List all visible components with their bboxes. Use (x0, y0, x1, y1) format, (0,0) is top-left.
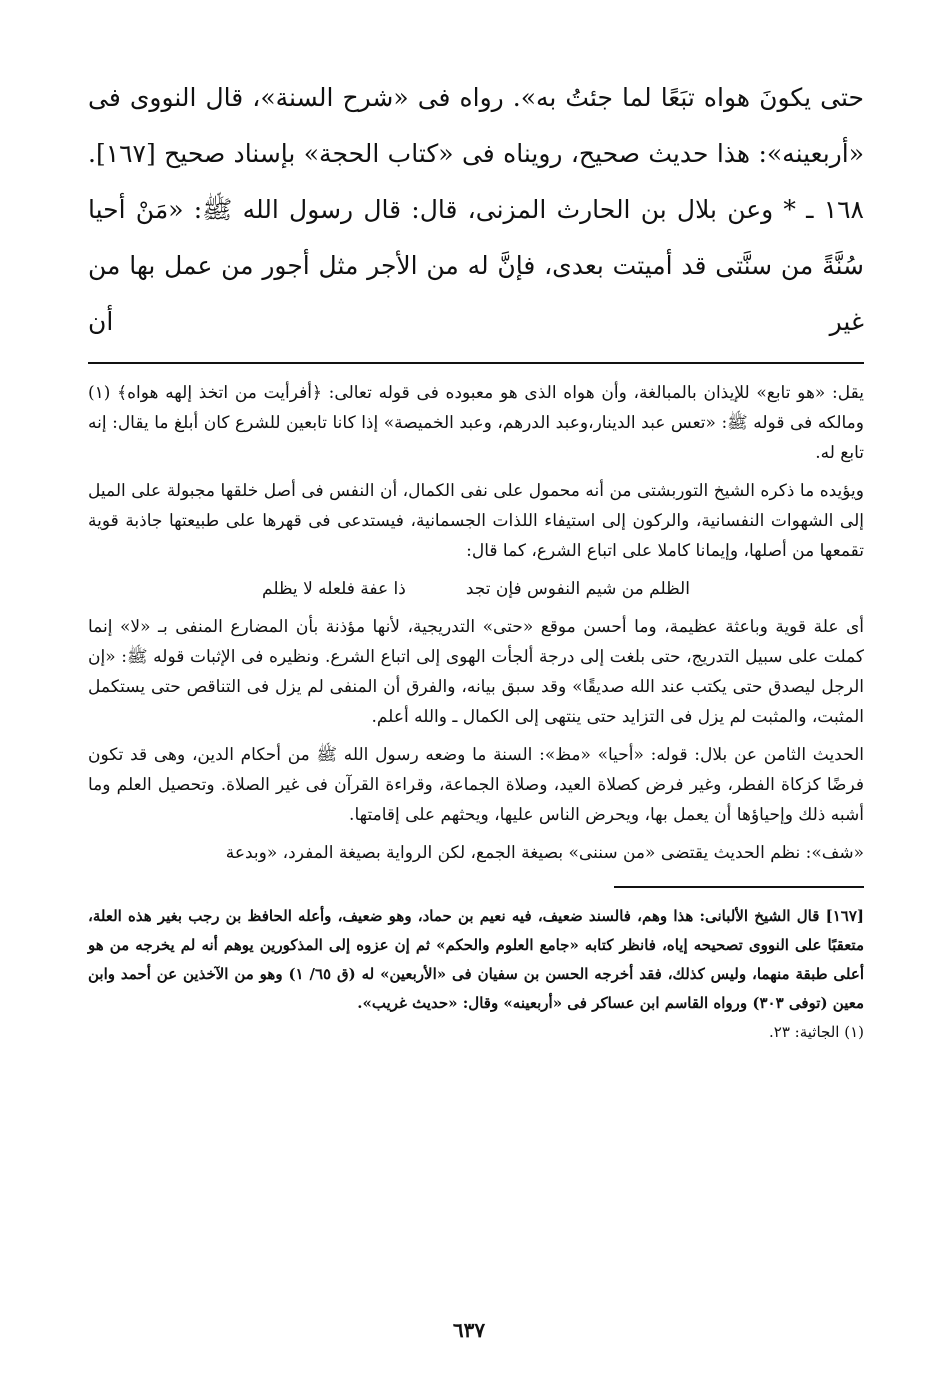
hadith-paragraph-2: ١٦٨ ـ * وعن بلال بن الحارث المزنى، قال: قال رسول الله ﷺ: «مَنْ أحيا سُنَّةً من سنَّتى قد أميتت بعدى، فإنَّ له من الأجر مثل أجور من عمل بها من غير أن (88, 195, 864, 336)
hadith-paragraph-1: حتى يكونَ هواه تبَعًا لما جئتُ به». رواه فى «شرح السنة»، قال النووى فى «أربعينه»: هذا حديث صحيح، رويناه فى «كتاب الحجة» بإسناد صحيح [١٦٧]. (88, 83, 864, 168)
footnote-1: (١) الجاثية: ٢٣. (768, 1023, 864, 1041)
verse-second-hemistich: ذا عفة فلعله لا يظلم (262, 579, 406, 599)
commentary-paragraph-4: الحديث الثامن عن بلال: قوله: «أحيا» «مظ»: السنة ما وضعه رسول الله ﷺ من أحكام الدين، وهى قد تكون فرضًا كزكاة الفطر، وغير فرض كصلاة العيد، وصلاة الجماعة، وقراءة القرآن فى غير الصلاة. وتحصيل العلم وما أشبه ذلك وإحياؤها أن يعمل بها، ويحرض الناس عليها، ويحثهم على إقامتها. (88, 745, 864, 825)
commentary-block (88, 378, 864, 868)
footnotes-block (88, 902, 864, 1047)
commentary-paragraph-5: «شف»: نظم الحديث يقتضى «من سننى» بصيغة الجمع، لكن الرواية بصيغة المفرد، «وبدعة (225, 843, 864, 863)
book-page (88, 70, 864, 1370)
footnote-167: [١٦٧] قال الشيخ الألبانى: هذا وهم، فالسند ضعيف، فيه نعيم بن حماد، وهو ضعيف، وأعله الحافظ بن رجب بغير هذه العلة، متعقبًا على النووى تصحيحه إياه، فانظر كتابه «جامع العلوم والحكم» ثم إن عزوه إلى المذكورين يوهم أنه لم يخرجه من هو أعلى طبقة منهما، وليس كذلك، فقد أخرجه الحسن بن سفيان فى «الأربعين» له (ق ٦٥/ ١) وهو من الآخذين عن أحمد وابن معين (توفى ٣٠٣) ورواه القاسم ابن عساكر فى «أربعينه» وقال: «حديث غريب». (88, 907, 864, 1012)
main-divider (88, 362, 864, 364)
commentary-paragraph-3: أى علة قوية وباعثة عظيمة، وما أحسن موقع «حتى» التدريجية، لأنها مؤذنة بأن المضارع المنفى بـ «لا» إنما كملت على سبيل التدريج، حتى بلغت إلى درجة ألجأت الهوى إلى اتباع الشرع. ونظيره فى الإثبات قوله ﷺ: «إن الرجل ليصدق حتى يكتب عند الله صديقًا» وقد سبق بيانه، والفرق أن المنفى لم يزل فى التناقص حتى يستكمل المثبت، والمثبت لم يزل فى التزايد حتى ينتهى إلى الكمال ـ والله أعلم. (88, 617, 864, 727)
commentary-paragraph-2: ويؤيده ما ذكره الشيخ التوربشتى من أنه محمول على نفى الكمال، أن النفس فى أصل خلقها مجبولة على الميل إلى الشهوات النفسانية، والركون إلى استيفاء اللذات الجسمانية، فيستدعى فى قهرها على طبيعتها جاذبة قوية تقمعها من أصلها، وإيمانا كاملا على اتباع الشرع، كما قال: (88, 481, 864, 561)
page-number: ٦٣٧ (452, 1318, 486, 1342)
commentary-paragraph-1: يقل: «هو تابع» للإيذان بالمبالغة، وأن هواه الذى هو معبوده فى قوله تعالى: ﴿أفرأيت من اتخذ إلهه هواه﴾ (١) ومالكه فى قوله ﷺ: «تعس عبد الدينار،وعبد الدرهم، وعبد الخميصة» إذا كانا تابعين للشرع كان أبلغ ما يقال: إنه تابع له. (88, 383, 864, 463)
footnote-divider (614, 886, 864, 888)
hadith-text-block (88, 70, 864, 350)
verse-first-hemistich: الظلم من شيم النفوس فإن تجد (465, 579, 690, 599)
poetry-verse (88, 574, 864, 604)
